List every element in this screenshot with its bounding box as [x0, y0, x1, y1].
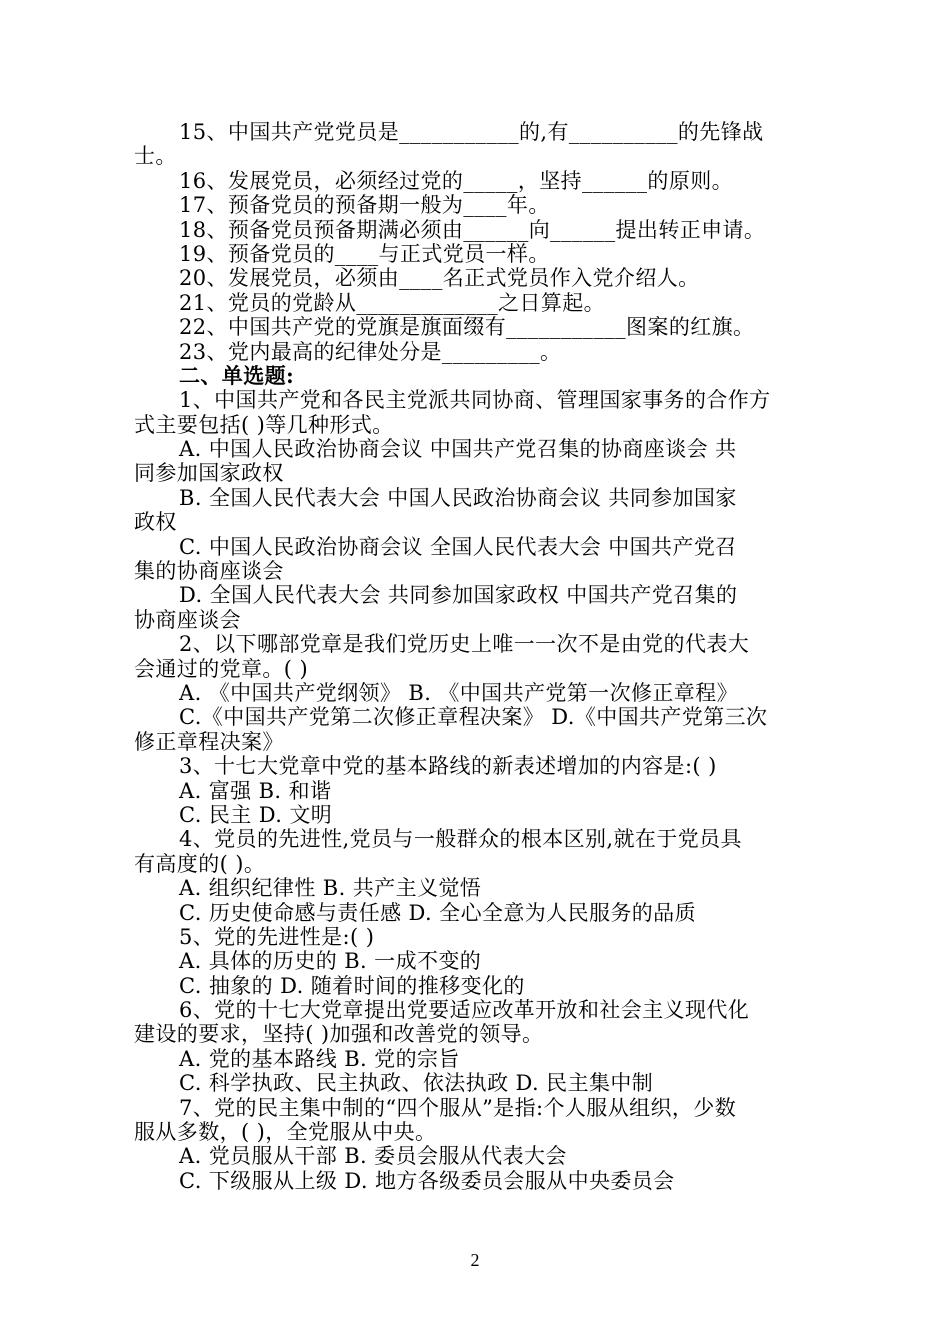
text-line: 2、以下哪部党章是我们党历史上唯一一次不是由党的代表大 [179, 632, 750, 657]
text-line: A. 《中国共产党纲领》 B. 《中国共产党第一次修正章程》 [179, 680, 738, 705]
text-line: 20、发展党员，必须由____名正式党员作入党介绍人。 [179, 266, 700, 291]
document-body [134, 120, 834, 1193]
text-line: 协商座谈会 [134, 607, 241, 632]
text-line: 5、党的先进性是:( ) [179, 924, 375, 949]
text-line: 17、预备党员的预备期一般为____年。 [179, 193, 550, 218]
text-line: 3、十七大党章中党的基本路线的新表述增加的内容是:( ) [179, 754, 717, 779]
text-line: A. 党员服从干部 B. 委员会服从代表大会 [179, 1144, 567, 1169]
text-line: 服从多数，( )，全党服从中央。 [134, 1120, 437, 1145]
text-line: C. 下级服从上级 D. 地方各级委员会服从中央委员会 [179, 1168, 675, 1193]
text-line: A. 党的基本路线 B. 党的宗旨 [179, 1046, 460, 1071]
text-line: A. 富强 B. 和谐 [179, 778, 332, 803]
text-line: 式主要包括( )等几种形式。 [134, 412, 394, 437]
text-line: 政权 [134, 510, 177, 535]
text-line: 21、党员的党龄从_____________之日算起。 [179, 290, 606, 315]
text-line: C.《中国共产党第二次修正章程决案》 D.《中国共产党第三次 [179, 705, 768, 730]
text-line: 会通过的党章。( ) [134, 656, 309, 681]
text-line: 有高度的( )。 [134, 851, 266, 876]
text-line: 22、中国共产党的党旗是旗面缀有___________图案的红旗。 [179, 315, 755, 340]
text-line: 士。 [134, 144, 177, 169]
text-line: 同参加国家政权 [134, 461, 284, 486]
text-line: A. 具体的历史的 B. 一成不变的 [179, 949, 482, 974]
text-line: 6、党的十七大党章提出党要适应改革开放和社会主义现代化 [179, 998, 750, 1023]
text-line: 15、中国共产党党员是___________的,有__________的先锋战 [179, 120, 764, 144]
text-line: 建设的要求，坚持( )加强和改善党的领导。 [134, 1022, 544, 1047]
text-line: 集的协商座谈会 [134, 559, 284, 584]
text-line: 23、党内最高的纪律处分是_________。 [179, 339, 562, 364]
text-line: A. 组织纪律性 B. 共产主义觉悟 [179, 876, 482, 901]
text-line: C. 抽象的 D. 随着时间的推移变化的 [179, 973, 525, 998]
section-heading: 二、单选题: [179, 362, 295, 388]
text-line: 修正章程决案》 [134, 729, 284, 754]
text-line: A. 中国人民政治协商会议 中国共产党召集的协商座谈会 共 [179, 437, 737, 462]
text-line: C. 科学执政、民主执政、依法执政 D. 民主集中制 [179, 1071, 654, 1096]
text-line: C. 中国人民政治协商会议 全国人民代表大会 中国共产党召 [179, 534, 737, 559]
text-line: 19、预备党员的____与正式党员一样。 [179, 241, 550, 266]
text-line: B. 全国人民代表大会 中国人民政治协商会议 共同参加国家 [179, 485, 737, 510]
text-line: 4、党员的先进性,党员与一般群众的根本区别,就在于党员具 [179, 827, 742, 852]
text-line: 16、发展党员，必须经过党的_____，坚持______的原则。 [179, 168, 734, 193]
text-line: 18、预备党员预备期满必须由______向______提出转正申请。 [179, 217, 766, 242]
page-number: 2 [470, 1250, 480, 1270]
text-line: C. 历史使命感与责任感 D. 全心全意为人民服务的品质 [179, 900, 696, 925]
text-line: 7、党的民主集中制的“四个服从”是指:个人服从组织，少数 [179, 1095, 737, 1120]
text-line: C. 民主 D. 文明 [179, 802, 333, 827]
text-line: 1、中国共产党和各民主党派共同协商、管理国家事务的合作方 [179, 388, 771, 413]
text-line: D. 全国人民代表大会 共同参加国家政权 中国共产党召集的 [179, 583, 738, 608]
